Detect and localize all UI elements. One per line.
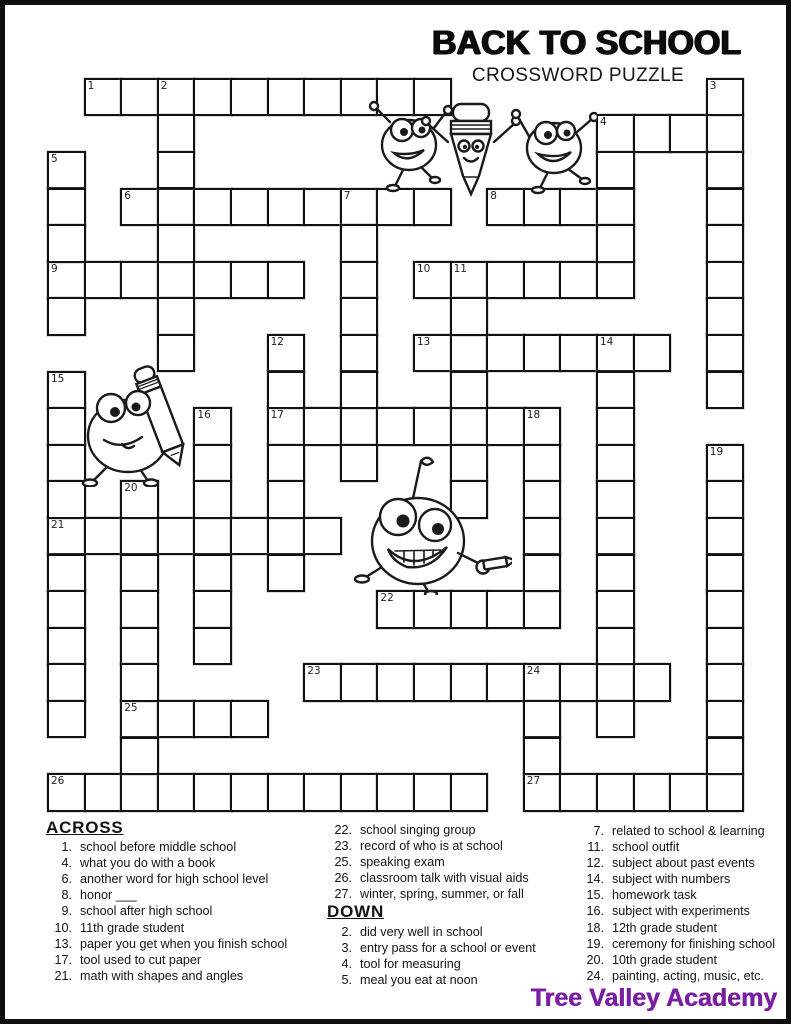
clue-text: what you do with a book <box>80 856 216 871</box>
grid-cell[interactable] <box>596 663 635 702</box>
grid-cell[interactable] <box>706 371 745 410</box>
grid-cell[interactable] <box>47 663 86 702</box>
grid-cell[interactable] <box>267 517 306 556</box>
cell-number: 25 <box>124 701 138 714</box>
clue-number: 18. <box>586 920 604 935</box>
grid-cell[interactable] <box>120 773 159 812</box>
cell-number: 23 <box>307 665 321 678</box>
grid-cell[interactable] <box>340 773 379 812</box>
grid-cell[interactable] <box>413 773 452 812</box>
grid-cell[interactable] <box>267 78 306 117</box>
grid-cell[interactable] <box>706 517 745 556</box>
clue-item <box>46 855 320 871</box>
grid-cell[interactable] <box>669 114 708 153</box>
clue-text: tool for measuring <box>360 956 461 971</box>
clue-text: another word for high school level <box>80 872 269 887</box>
grid-cell[interactable] <box>47 773 86 812</box>
across-header: ACROSS <box>46 818 124 837</box>
grid-cell[interactable] <box>706 737 745 776</box>
grid-cell[interactable] <box>706 224 745 263</box>
grid-cell[interactable] <box>596 444 635 483</box>
grid-cell[interactable] <box>523 480 562 519</box>
cell-number: 2 <box>160 79 168 92</box>
clue-item <box>577 903 789 919</box>
grid-cell[interactable] <box>706 334 745 373</box>
clue-item <box>327 854 577 870</box>
grid-cell[interactable] <box>523 663 562 702</box>
grid-cell[interactable] <box>706 700 745 739</box>
clue-item <box>577 920 789 936</box>
cell-number: 15 <box>51 372 65 385</box>
clue-item <box>46 920 320 936</box>
cell-number: 14 <box>600 335 614 348</box>
grid-cell[interactable] <box>157 224 196 263</box>
grid-cell[interactable] <box>413 407 452 446</box>
grid-cell[interactable] <box>47 517 86 556</box>
grid-cell[interactable] <box>230 773 269 812</box>
clue-item <box>327 940 577 956</box>
grid-cell[interactable] <box>340 297 379 336</box>
clue-number: 20. <box>586 952 604 967</box>
grid-cell[interactable] <box>523 773 562 812</box>
grid-cell[interactable] <box>267 261 306 300</box>
grid-cell[interactable] <box>267 480 306 519</box>
clue-number: 24. <box>586 968 604 983</box>
grid-cell[interactable] <box>633 114 672 153</box>
grid-cell[interactable] <box>523 700 562 739</box>
clue-text: painting, acting, music, etc. <box>612 968 764 983</box>
clue-item <box>46 952 320 968</box>
grid-cell[interactable] <box>84 773 123 812</box>
grid-cell[interactable] <box>523 554 562 593</box>
clue-item <box>577 887 789 903</box>
grid-cell[interactable] <box>523 334 562 373</box>
grid-cell[interactable] <box>413 334 452 373</box>
grid-cell[interactable] <box>413 590 452 629</box>
clue-number: 8. <box>61 888 72 903</box>
grid-cell[interactable] <box>486 590 525 629</box>
clue-text: ceremony for finishing school <box>612 936 776 951</box>
grid-cell[interactable] <box>596 114 635 153</box>
grid-cell[interactable] <box>340 407 379 446</box>
clue-text: subject about past events <box>612 856 755 871</box>
clue-item <box>577 968 789 984</box>
grid-cell[interactable] <box>376 590 415 629</box>
grid-cell[interactable] <box>596 773 635 812</box>
down-header: DOWN <box>327 902 385 922</box>
grid-cell[interactable] <box>523 517 562 556</box>
grid-cell[interactable] <box>706 261 745 300</box>
grid-cell[interactable] <box>120 700 159 739</box>
cell-number: 27 <box>526 775 541 788</box>
cell-number: 21 <box>51 518 65 531</box>
clue-text: honor ___ <box>80 888 137 903</box>
grid-cell[interactable] <box>706 590 745 629</box>
cell-number: 11 <box>453 262 467 275</box>
clue-number: 13. <box>54 936 72 951</box>
grid-cell[interactable] <box>193 78 232 117</box>
grid-cell[interactable] <box>267 371 306 410</box>
clue-item <box>577 952 789 968</box>
grid-cell[interactable] <box>450 261 489 300</box>
grid-cell[interactable] <box>633 773 672 812</box>
clue-number: 22. <box>334 823 352 837</box>
clue-text: winter, spring, summer, or fall <box>360 887 524 902</box>
grid-cell[interactable] <box>340 663 379 702</box>
grid-cell[interactable] <box>633 334 672 373</box>
clue-number: 19. <box>586 936 604 951</box>
grid-cell[interactable] <box>596 627 635 666</box>
grid-cell[interactable] <box>303 773 342 812</box>
grid-cell[interactable] <box>596 554 635 593</box>
clue-text: school singing group <box>360 823 476 837</box>
grid-cell[interactable] <box>596 407 635 446</box>
grid-cell[interactable] <box>596 517 635 556</box>
grid-cell[interactable] <box>340 334 379 373</box>
cell-number: 8 <box>490 189 497 202</box>
grid-cell[interactable] <box>486 261 525 300</box>
grid-cell[interactable] <box>230 78 269 117</box>
brand-footer: Tree Valley Academy <box>530 984 777 1012</box>
clue-number: 14. <box>586 872 604 887</box>
grid-cell[interactable] <box>47 224 86 263</box>
grid-cell[interactable] <box>120 590 159 629</box>
grid-cell[interactable] <box>596 261 635 300</box>
clue-number: 4. <box>341 956 352 971</box>
grid-cell[interactable] <box>559 663 598 702</box>
clue-text: record of who is at school <box>360 839 503 854</box>
clue-item <box>327 886 577 902</box>
clue-number: 2. <box>341 924 352 939</box>
clue-item <box>46 839 320 855</box>
grid-cell[interactable] <box>120 737 159 776</box>
cell-number: 5 <box>51 152 58 165</box>
clue-number: 12. <box>586 856 604 871</box>
grid-cell[interactable] <box>120 663 159 702</box>
cell-number: 6 <box>124 189 131 202</box>
clue-number: 6. <box>61 872 72 887</box>
clues-column-middle <box>327 822 577 988</box>
grid-cell[interactable] <box>267 407 306 446</box>
cell-number: 3 <box>709 79 717 92</box>
clue-item <box>327 924 577 940</box>
page-subtitle: CROSSWORD PUZZLE <box>471 65 685 86</box>
clue-text: school before middle school <box>80 840 237 855</box>
grid-cell[interactable] <box>376 407 415 446</box>
cell-number: 9 <box>51 262 58 275</box>
grid-cell[interactable] <box>523 737 562 776</box>
grid-cell[interactable] <box>559 773 598 812</box>
cell-number: 18 <box>526 409 541 422</box>
grid-cell[interactable] <box>120 261 159 300</box>
clue-item <box>46 887 320 903</box>
clue-item <box>577 839 789 855</box>
grid-cell[interactable] <box>157 261 196 300</box>
grid-cell[interactable] <box>303 407 342 446</box>
grid-cell[interactable] <box>157 78 196 117</box>
clue-item <box>46 936 320 952</box>
grid-cell[interactable] <box>633 663 672 702</box>
grid-cell[interactable] <box>523 261 562 300</box>
clue-item <box>46 968 320 984</box>
grid-cell[interactable] <box>559 334 598 373</box>
grid-cell[interactable] <box>47 590 86 629</box>
grid-cell[interactable] <box>230 517 269 556</box>
clue-item <box>577 871 789 887</box>
clue-text: school after high school <box>80 904 213 919</box>
cell-number: 16 <box>197 409 211 422</box>
grid-cell[interactable] <box>523 444 562 483</box>
clue-text: 12th grade student <box>612 920 718 935</box>
page-title: BACK TO SCHOOL <box>432 24 742 62</box>
clue-text: math with shapes and angles <box>80 968 244 983</box>
clue-number: 21. <box>54 968 72 983</box>
grid-cell[interactable] <box>450 371 489 410</box>
clue-item <box>577 936 789 952</box>
grid-cell[interactable] <box>450 334 489 373</box>
grid-cell[interactable] <box>120 78 159 117</box>
clue-number: 17. <box>54 952 72 967</box>
clue-number: 10. <box>54 920 72 935</box>
grid-cell[interactable] <box>450 590 489 629</box>
grid-cell[interactable] <box>47 188 86 227</box>
clue-item <box>327 956 577 972</box>
grid-cell[interactable] <box>486 334 525 373</box>
grid-cell[interactable] <box>120 517 159 556</box>
student-with-pencil-illustration <box>78 362 203 487</box>
clue-text: subject with numbers <box>612 872 731 887</box>
grid-cell[interactable] <box>706 151 745 190</box>
clue-text: subject with experiments <box>612 904 750 919</box>
grid-cell[interactable] <box>450 663 489 702</box>
grid-cell[interactable] <box>47 554 86 593</box>
grid-cell[interactable] <box>193 188 232 227</box>
grid-cell[interactable] <box>376 663 415 702</box>
clue-text: school outfit <box>612 840 680 855</box>
grid-cell[interactable] <box>230 261 269 300</box>
clue-item <box>327 838 577 854</box>
grid-cell[interactable] <box>267 554 306 593</box>
grid-cell[interactable] <box>303 517 342 556</box>
grid-cell[interactable] <box>596 700 635 739</box>
grid-cell[interactable] <box>193 261 232 300</box>
clue-text: meal you eat at noon <box>360 972 478 987</box>
grid-cell[interactable] <box>267 444 306 483</box>
grid-cell[interactable] <box>450 297 489 336</box>
clue-text: did very well in school <box>360 924 483 939</box>
grid-cell[interactable] <box>303 78 342 117</box>
cell-number: 7 <box>343 189 351 202</box>
clues-column-down <box>577 823 789 984</box>
cell-number: 12 <box>270 335 284 348</box>
grid-cell[interactable] <box>669 773 708 812</box>
grid-cell[interactable] <box>706 663 745 702</box>
grid-cell[interactable] <box>267 334 306 373</box>
clue-number: 25. <box>334 855 352 870</box>
grid-cell[interactable] <box>450 773 489 812</box>
clue-number: 5. <box>341 972 352 987</box>
grid-cell[interactable] <box>157 517 196 556</box>
grid-cell[interactable] <box>120 554 159 593</box>
clue-number: 26. <box>334 871 352 886</box>
grid-cell[interactable] <box>450 407 489 446</box>
grid-cell[interactable] <box>230 188 269 227</box>
grid-cell[interactable] <box>120 627 159 666</box>
clue-number: 4. <box>61 856 72 871</box>
clue-item <box>46 871 320 887</box>
cell-number: 26 <box>51 775 65 788</box>
clue-number: 16. <box>586 904 604 919</box>
clue-text: homework task <box>612 888 697 903</box>
grid-cell[interactable] <box>230 700 269 739</box>
grid-cell[interactable] <box>340 371 379 410</box>
clue-number: 11. <box>587 840 604 855</box>
grid-cell[interactable] <box>193 517 232 556</box>
clues-column-across <box>46 820 320 984</box>
grid-cell[interactable] <box>47 627 86 666</box>
grid-cell[interactable] <box>120 188 159 227</box>
clue-text: classroom talk with visual aids <box>360 871 529 886</box>
grid-cell[interactable] <box>193 700 232 739</box>
grid-cell[interactable] <box>193 590 232 629</box>
grid-cell[interactable] <box>193 627 232 666</box>
clue-number: 7. <box>593 824 604 838</box>
clue-text: 10th grade student <box>612 952 718 967</box>
grid-cell[interactable] <box>596 590 635 629</box>
grid-cell[interactable] <box>157 297 196 336</box>
grid-cell[interactable] <box>486 663 525 702</box>
cell-number: 19 <box>709 445 724 458</box>
cell-number: 10 <box>417 262 431 275</box>
grid-cell[interactable] <box>706 444 745 483</box>
grid-cell[interactable] <box>413 261 452 300</box>
cell-number: 4 <box>600 116 607 129</box>
grid-cell[interactable] <box>706 554 745 593</box>
grid-cell[interactable] <box>596 371 635 410</box>
running-student-illustration <box>352 445 512 595</box>
cell-number: 20 <box>124 482 138 495</box>
grid-cell[interactable] <box>706 480 745 519</box>
clue-item <box>577 823 789 839</box>
grid-cell[interactable] <box>303 188 342 227</box>
grid-cell[interactable] <box>596 188 635 227</box>
grid-cell[interactable] <box>193 773 232 812</box>
grid-cell[interactable] <box>157 151 196 190</box>
clue-item <box>327 822 577 838</box>
cell-number: 22 <box>380 592 394 605</box>
clue-text: paper you get when you finish school <box>80 936 288 951</box>
grid-cell[interactable] <box>340 261 379 300</box>
clue-number: 1. <box>61 840 72 855</box>
clue-text: speaking exam <box>360 855 445 870</box>
clue-item <box>46 903 320 919</box>
grid-cell[interactable] <box>47 151 86 190</box>
grid-cell[interactable] <box>303 663 342 702</box>
grid-cell[interactable] <box>486 407 525 446</box>
grid-cell[interactable] <box>267 773 306 812</box>
grid-cell[interactable] <box>47 700 86 739</box>
clue-number: 27. <box>334 887 352 902</box>
grid-cell[interactable] <box>706 114 745 153</box>
grid-cell[interactable] <box>84 261 123 300</box>
grid-cell[interactable] <box>157 114 196 153</box>
clue-text: 11th grade student <box>80 920 185 935</box>
grid-cell[interactable] <box>706 773 745 812</box>
grid-cell[interactable] <box>193 554 232 593</box>
grid-cell[interactable] <box>596 151 635 190</box>
grid-cell[interactable] <box>84 78 123 117</box>
cell-number: 13 <box>417 335 431 348</box>
grid-cell[interactable] <box>157 188 196 227</box>
cell-number: 17 <box>270 409 284 422</box>
grid-cell[interactable] <box>596 334 635 373</box>
grid-cell[interactable] <box>706 188 745 227</box>
grid-cell[interactable] <box>413 663 452 702</box>
grid-cell[interactable] <box>706 627 745 666</box>
grid-cell[interactable] <box>596 480 635 519</box>
grid-cell[interactable] <box>559 261 598 300</box>
clue-text: related to school & learning <box>612 824 765 838</box>
title-block <box>432 24 742 87</box>
grid-cell[interactable] <box>157 700 196 739</box>
grid-cell[interactable] <box>706 297 745 336</box>
grid-cell[interactable] <box>340 224 379 263</box>
clue-number: 3. <box>341 940 352 955</box>
grid-cell[interactable] <box>523 407 562 446</box>
clue-number: 15. <box>586 888 604 903</box>
clue-item <box>577 855 789 871</box>
clue-number: 23. <box>334 839 352 854</box>
grid-cell[interactable] <box>267 188 306 227</box>
grid-cell[interactable] <box>47 261 86 300</box>
grid-cell[interactable] <box>157 773 196 812</box>
grid-cell[interactable] <box>523 590 562 629</box>
grid-cell[interactable] <box>47 297 86 336</box>
clue-item <box>327 870 577 886</box>
clue-number: 9. <box>61 904 72 919</box>
clue-text: tool used to cut paper <box>80 952 202 967</box>
grid-cell[interactable] <box>84 517 123 556</box>
grid-cell[interactable] <box>596 224 635 263</box>
cell-number: 1 <box>87 79 95 92</box>
clue-text: entry pass for a school or event <box>360 940 536 955</box>
grid-cell[interactable] <box>376 773 415 812</box>
cell-number: 24 <box>526 665 541 678</box>
jumping-students-illustration <box>352 98 597 203</box>
